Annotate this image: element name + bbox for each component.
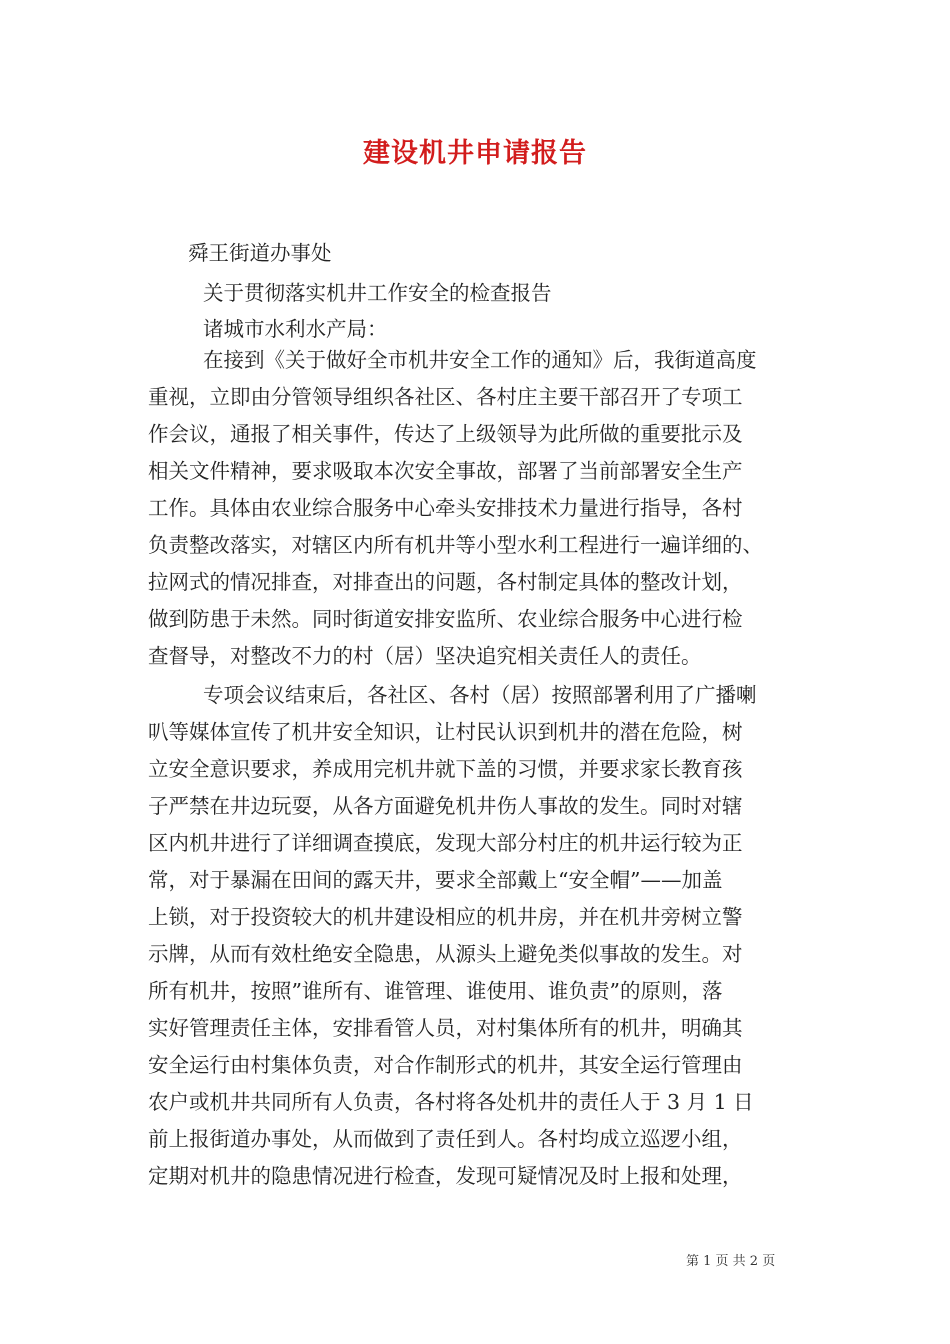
- paragraph2-line: 安全运行由村集体负责，对合作制形式的机井，其安全运行管理由: [148, 1053, 743, 1077]
- heading-line-recipient: 诸城市水利水产局：: [203, 317, 388, 341]
- paragraph1-line: 做到防患于未然。同时街道安排安监所、农业综合服务中心进行检: [148, 607, 743, 631]
- paragraph1-line: 重视，立即由分管领导组织各社区、各村庄主要干部召开了专项工: [148, 385, 743, 409]
- paragraph2-line: 实好管理责任主体，安排看管人员，对村集体所有的机井，明确其: [148, 1016, 743, 1040]
- paragraph2-line: 常，对于暴漏在田间的露天井，要求全部戴上“安全帽”——加盖: [148, 868, 723, 892]
- paragraph2-line: 前上报街道办事处，从而做到了责任到人。各村均成立巡逻小组，: [148, 1127, 743, 1151]
- paragraph2-line: 定期对机井的隐患情况进行检查，发现可疑情况及时上报和处理，: [148, 1164, 743, 1188]
- paragraph2-line: 子严禁在井边玩耍，从各方面避免机井伤人事故的发生。同时对辖: [148, 794, 743, 818]
- paragraph1-line: 作会议，通报了相关事件，传达了上级领导为此所做的重要批示及: [148, 422, 743, 446]
- paragraph2-line: 立安全意识要求，养成用完机井就下盖的习惯，并要求家长教育孩: [148, 757, 743, 781]
- heading-line-office: 舜王街道办事处: [188, 241, 332, 265]
- document-title: 建设机井申请报告: [363, 138, 587, 169]
- page-number-footer: 第 1 页 共 2 页: [686, 1254, 776, 1269]
- heading-line-report-title: 关于贯彻落实机井工作安全的检查报告: [203, 281, 552, 305]
- paragraph1-line: 工作。具体由农业综合服务中心牵头安排技术力量进行指导，各村: [148, 496, 743, 520]
- paragraph2-line: 农户或机井共同所有人负责，各村将各处机井的责任人于 3 月 1 日: [148, 1090, 754, 1114]
- paragraph1-line: 拉网式的情况排查，对排查出的问题，各村制定具体的整改计划，: [148, 570, 743, 594]
- paragraph2-line: 区内机井进行了详细调查摸底，发现大部分村庄的机井运行较为正: [148, 831, 743, 855]
- paragraph2-line: 示牌，从而有效杜绝安全隐患，从源头上避免类似事故的发生。对: [148, 942, 743, 966]
- paragraph2-line: 专项会议结束后，各社区、各村（居）按照部署利用了广播喇: [203, 683, 757, 707]
- paragraph2-line: 上锁，对于投资较大的机井建设相应的机井房，并在机井旁树立警: [148, 905, 743, 929]
- paragraph2-line: 所有机井，按照”谁所有、谁管理、谁使用、谁负责”的原则，落: [148, 979, 723, 1003]
- paragraph1-line: 负责整改落实，对辖区内所有机井等小型水利工程进行一遍详细的、: [148, 533, 763, 557]
- paragraph1-line: 相关文件精神，要求吸取本次安全事故，部署了当前部署安全生产: [148, 459, 743, 483]
- paragraph1-line: 在接到《关于做好全市机井安全工作的通知》后，我街道高度: [203, 348, 757, 372]
- paragraph2-line: 叭等媒体宣传了机井安全知识，让村民认识到机井的潜在危险，树: [148, 720, 743, 744]
- paragraph1-line: 查督导，对整改不力的村（居）坚决追究相关责任人的责任。: [148, 644, 702, 668]
